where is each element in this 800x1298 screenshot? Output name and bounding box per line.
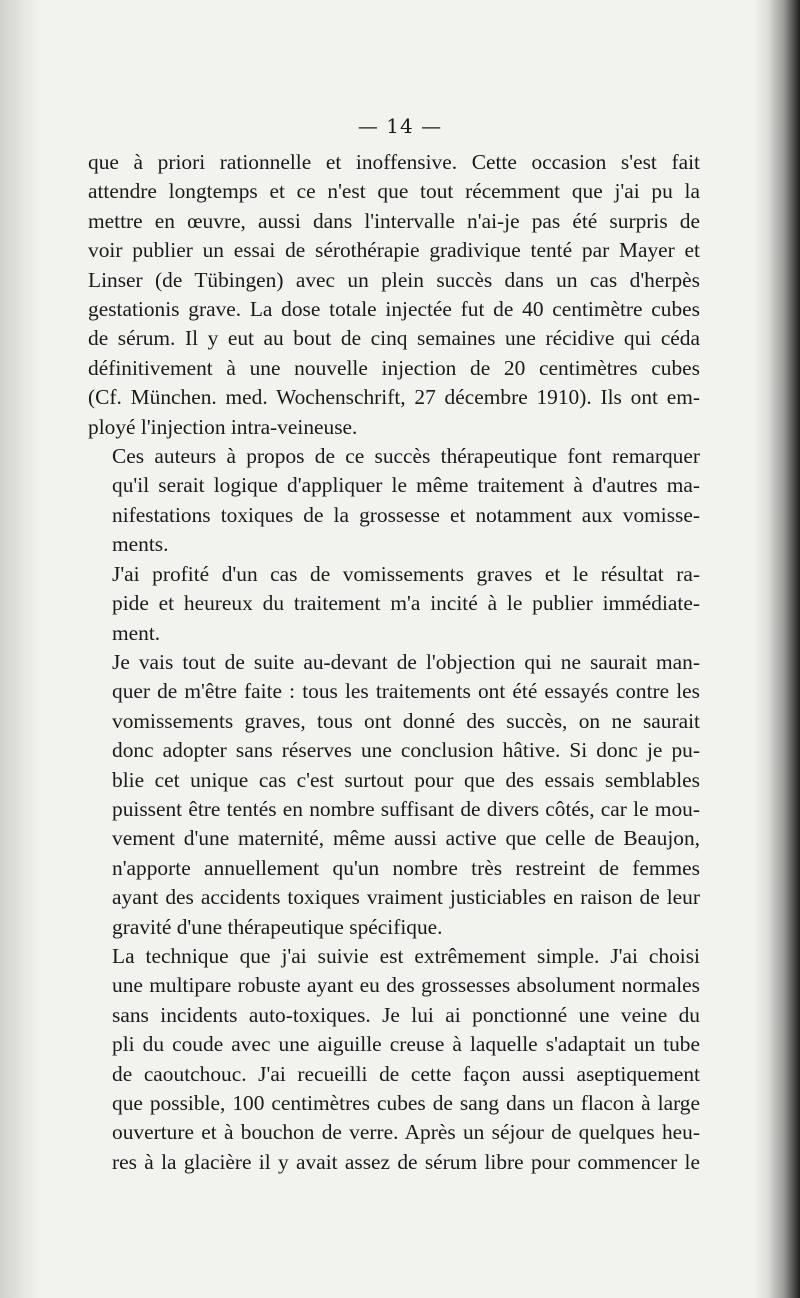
text-line: vement d'une maternité, même aussi active que celle de Beaujon, — [112, 826, 700, 851]
text-line: de sérum. Il y eut au bout de cinq semaines une récidive qui céda — [88, 326, 700, 351]
text-line: n'apporte annuellement qu'un nombre très restreint de femmes — [112, 855, 700, 880]
text-line: qu'il serait logique d'appliquer le même traitement à d'autres ma- — [112, 473, 700, 498]
text-line: J'ai profité d'un cas de vomissements graves et le résultat ra- — [112, 561, 700, 586]
text-line: sans incidents auto-toxiques. Je lui ai ponctionné une veine du — [112, 1002, 700, 1027]
paragraph-1 — [88, 148, 700, 442]
text-line: Linser (de Tübingen) avec un plein succès dans un cas d'herpès — [88, 267, 700, 292]
text-line: ployé l'injection intra-veineuse. — [88, 414, 358, 439]
text-line: de caoutchouc. J'ai recueilli de cette façon aussi aseptiquement — [112, 1061, 700, 1086]
paragraph-2 — [88, 442, 700, 560]
body-text — [88, 148, 700, 1177]
text-line: blie cet unique cas c'est surtout pour que des essais semblables — [112, 767, 700, 792]
page-number: — 14 — — [357, 114, 443, 138]
text-line: que à priori rationnelle et inoffensive. Cette occasion s'est fait — [88, 150, 700, 174]
text-line: nifestations toxiques de la grossesse et notamment aux vomisse- — [112, 502, 700, 527]
text-line: que possible, 100 centimètres cubes de sang dans un flacon à large — [112, 1091, 700, 1115]
text-line: pide et heureux du traitement m'a incité à le publier immédiate- — [112, 591, 700, 616]
text-line: ments. — [112, 532, 169, 557]
text-line: gestationis grave. La dose totale injectée fut de 40 centimètre cubes — [88, 297, 700, 322]
text-line: donc adopter sans réserves une conclusion hâtive. Si donc je pu- — [112, 738, 700, 763]
text-line: une multipare robuste ayant eu des grossesses absolument normales — [112, 973, 700, 998]
text-line: ment. — [112, 620, 161, 645]
text-line: Je vais tout de suite au-devant de l'objection qui ne saurait man- — [112, 649, 700, 674]
text-line: res à la glacière il y avait assez de sérum libre pour commencer le — [112, 1149, 700, 1174]
text-line: gravité d'une thérapeutique spécifique. — [112, 914, 443, 939]
page-gutter-shadow — [0, 0, 40, 1298]
text-line: La technique que j'ai suivie est extrêmement simple. J'ai choisi — [112, 943, 700, 968]
page-edge-shadow — [754, 0, 800, 1298]
text-line: pli du coude avec une aiguille creuse à laquelle s'adaptait un tube — [112, 1032, 700, 1057]
text-line: quer de m'être faite : tous les traitements ont été essayés contre les — [112, 679, 700, 704]
paragraph-5 — [88, 942, 700, 1177]
text-line: Ces auteurs à propos de ce succès thérapeutique font remarquer — [112, 444, 700, 469]
text-line: attendre longtemps et ce n'est que tout récemment que j'ai pu la — [88, 179, 700, 204]
text-line: vomissements graves, tous ont donné des succès, on ne saurait — [112, 708, 700, 733]
text-line: ayant des accidents toxiques vraiment justiciables en raison de leur — [112, 885, 700, 910]
paragraph-4 — [88, 648, 700, 942]
text-line: mettre en œuvre, aussi dans l'intervalle n'ai-je pas été surpris de — [88, 208, 700, 233]
text-line: (Cf. München. med. Wochenschrift, 27 décembre 1910). Ils ont em- — [88, 385, 700, 410]
paragraph-3 — [88, 560, 700, 648]
text-line: puissent être tentés en nombre suffisant de divers côtés, car le mou- — [112, 796, 700, 821]
text-line: voir publier un essai de sérothérapie gradivique tenté par Mayer et — [88, 238, 700, 263]
text-line: ouverture et à bouchon de verre. Après un séjour de quelques heu- — [112, 1120, 700, 1145]
text-line: définitivement à une nouvelle injection de 20 centimètres cubes — [88, 355, 700, 380]
